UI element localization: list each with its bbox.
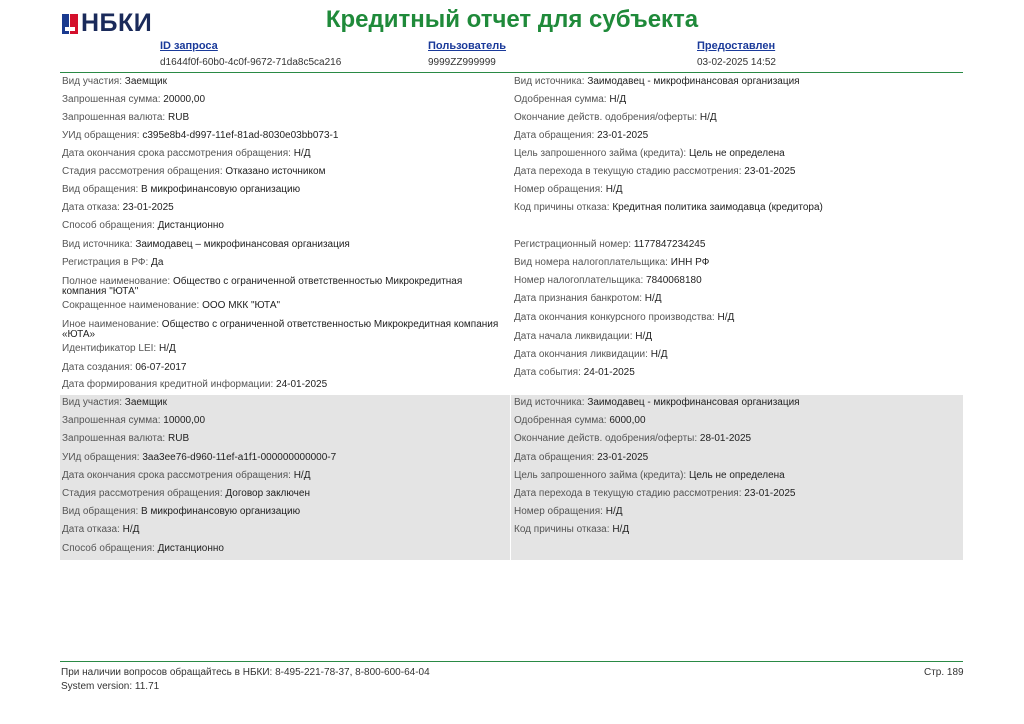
field-row — [62, 167, 325, 177]
footer-divider — [60, 661, 963, 662]
field-label: Запрошенная сумма: — [62, 94, 161, 105]
field-label: Цель запрошенного займа (кредита): — [514, 148, 687, 159]
field-row — [62, 95, 205, 105]
field-label: Дата отказа: — [62, 524, 120, 535]
field-label: Регистрационный номер: — [514, 239, 632, 250]
field-row — [514, 489, 795, 499]
field-label: Дата окончания конкурсного производства: — [514, 312, 715, 323]
field-value: 28-01-2025 — [699, 433, 752, 444]
field-value: В микрофинансовую организацию — [141, 506, 301, 517]
field-value: Н/Д — [650, 349, 668, 360]
record-block-2 — [60, 395, 963, 560]
field-value: 23-01-2025 — [122, 202, 174, 213]
field-value: Заемщик — [124, 397, 168, 408]
field-row — [514, 149, 785, 159]
field-value: 24-01-2025 — [276, 379, 328, 390]
field-label: Вид обращения: — [62, 184, 139, 195]
field-value: 3aa3ee76-d960-11ef-a1f1-000000000000-7 — [142, 452, 337, 463]
field-value: Дистанционно — [157, 543, 224, 554]
column-separator — [510, 395, 511, 560]
field-label: УИд обращения: — [62, 452, 140, 463]
header-label: Предоставлен — [697, 40, 776, 52]
field-value: Н/Д — [605, 184, 623, 195]
field-value: 23-01-2025 — [597, 452, 649, 463]
field-label: Номер обращения: — [514, 184, 603, 195]
field-value: Заемщик — [124, 76, 168, 87]
field-value: ООО МКК "ЮТА" — [202, 300, 281, 311]
field-row — [514, 471, 785, 481]
field-label: Запрошенная сумма: — [62, 415, 161, 426]
footer-page-number: Стр. 189 — [924, 667, 964, 678]
field-label: Дата окончания срока рассмотрения обращения: — [62, 148, 291, 159]
field-row — [62, 113, 189, 123]
header-value: d1644f0f-60b0-4c0f-9672-71da8c5ca216 — [160, 57, 342, 68]
field-row — [62, 453, 336, 463]
header-value: 03-02-2025 14:52 — [697, 57, 776, 68]
field-label: Дата события: — [514, 367, 581, 378]
field-label: Регистрация в РФ: — [62, 257, 149, 268]
field-value: Да — [151, 257, 164, 268]
field-value: Кредитная политика заимодавца (кредитора) — [612, 202, 823, 213]
field-value: 7840068180 — [646, 275, 702, 286]
field-value: Договор заключен — [225, 488, 310, 499]
field-label: Дата обращения: — [514, 130, 595, 141]
field-label: Дата перехода в текущую стадию рассмотрения: — [514, 166, 742, 177]
field-label: Стадия рассмотрения обращения: — [62, 166, 223, 177]
field-row — [62, 203, 174, 213]
field-value: Н/Д — [158, 343, 176, 354]
header-value: 9999ZZ999999 — [428, 57, 496, 68]
field-label: Вид участия: — [62, 397, 122, 408]
field-value: 20000,00 — [163, 94, 206, 105]
field-row — [62, 507, 300, 517]
field-label: Вид обращения: — [62, 506, 139, 517]
header-label: ID запроса — [160, 40, 218, 52]
field-label: Код причины отказа: — [514, 202, 610, 213]
field-row — [514, 416, 646, 426]
field-value: Цель не определена — [689, 470, 785, 481]
field-row — [62, 221, 224, 231]
field-row — [62, 434, 189, 444]
field-label: Окончание действ. одобрения/оферты: — [514, 112, 698, 123]
field-label: Вид источника: — [62, 239, 133, 250]
field-row — [62, 525, 139, 535]
field-value: Отказано источником — [225, 166, 326, 177]
field-value: Н/Д — [293, 470, 311, 481]
field-value: 23-01-2025 — [597, 130, 649, 141]
header-provided — [697, 40, 776, 68]
field-value: 24-01-2025 — [583, 367, 635, 378]
field-value: 23-01-2025 — [744, 166, 796, 177]
page-title: Кредитный отчет для субъекта — [325, 6, 699, 33]
field-label: Дата окончания ликвидации: — [514, 349, 648, 360]
field-value: Н/Д — [609, 94, 627, 105]
field-row — [514, 185, 623, 195]
logo-text: НБКИ — [81, 9, 153, 37]
field-row — [514, 294, 662, 304]
field-row — [62, 240, 350, 250]
field-value: RUB — [168, 112, 190, 123]
field-row — [514, 350, 667, 360]
field-label: Идентификатор LEI: — [62, 343, 157, 354]
field-row — [514, 276, 702, 286]
field-row — [514, 131, 648, 141]
field-label: Дата окончания срока рассмотрения обращения: — [62, 470, 291, 481]
field-row — [62, 185, 300, 195]
header-user — [428, 40, 506, 68]
field-value: Н/Д — [293, 148, 311, 159]
field-row — [514, 313, 734, 323]
field-label: Запрошенная валюта: — [62, 112, 166, 123]
field-label: Номер обращения: — [514, 506, 603, 517]
field-label: Запрошенная валюта: — [62, 433, 166, 444]
field-row — [62, 277, 508, 297]
field-label: Цель запрошенного займа (кредита): — [514, 470, 687, 481]
field-row — [62, 131, 338, 141]
field-value: Цель не определена — [689, 148, 785, 159]
field-row — [514, 240, 705, 250]
field-value: 10000,00 — [163, 415, 206, 426]
field-label: Дата создания: — [62, 362, 133, 373]
field-row — [514, 398, 800, 408]
field-label: Стадия рассмотрения обращения: — [62, 488, 223, 499]
field-value: Н/Д — [612, 524, 630, 535]
field-value: Общество с ограниченной ответственностью Микрокредитная компания «ЮТА» — [62, 319, 499, 340]
field-label: Вид участия: — [62, 76, 122, 87]
field-row — [62, 149, 310, 159]
field-value: ИНН РФ — [670, 257, 710, 268]
field-value: c395e8b4-d997-11ef-81ad-8030e03bb073-1 — [142, 130, 339, 141]
field-row — [514, 95, 626, 105]
field-row — [62, 380, 327, 390]
field-value: Н/Д — [699, 112, 717, 123]
field-row — [514, 332, 652, 342]
field-value: 23-01-2025 — [744, 488, 796, 499]
field-label: Полное наименование: — [62, 276, 171, 287]
field-value: Н/Д — [605, 506, 623, 517]
header-request-id — [160, 40, 341, 68]
footer-contact: При наличии вопросов обращайтесь в НБКИ: 8-495-221-78-37, 8-800-600-64-04 — [61, 667, 430, 678]
field-value: RUB — [168, 433, 190, 444]
field-label: Дата начала ликвидации: — [514, 331, 633, 342]
field-value: Н/Д — [635, 331, 653, 342]
field-row — [514, 258, 709, 268]
field-label: Вид источника: — [514, 397, 585, 408]
field-value: 6000,00 — [609, 415, 646, 426]
field-label: Одобренная сумма: — [514, 415, 607, 426]
field-row — [62, 398, 167, 408]
field-row — [62, 363, 186, 373]
field-row — [62, 544, 224, 554]
header-divider — [60, 72, 963, 73]
field-row — [62, 471, 310, 481]
field-label: Дата отказа: — [62, 202, 120, 213]
field-label: Вид номера налогоплательщика: — [514, 257, 668, 268]
field-value: Н/Д — [644, 293, 662, 304]
field-label: Сокращенное наименование: — [62, 300, 200, 311]
field-value: Заимодавец - микрофинансовая организация — [587, 76, 800, 87]
field-label: Дата перехода в текущую стадию рассмотрения: — [514, 488, 742, 499]
field-value: Общество с ограниченной ответственностью Микрокредитная компания "ЮТА" — [62, 276, 463, 297]
field-value: Заимодавец – микрофинансовая организация — [135, 239, 350, 250]
field-value: Дистанционно — [157, 220, 224, 231]
field-row — [514, 525, 629, 535]
field-row — [514, 203, 823, 213]
field-label: Способ обращения: — [62, 543, 155, 554]
field-value: Заимодавец - микрофинансовая организация — [587, 397, 800, 408]
field-label: Окончание действ. одобрения/оферты: — [514, 433, 698, 444]
field-row — [62, 344, 176, 354]
field-row — [62, 77, 167, 87]
field-label: Дата формирования кредитной информации: — [62, 379, 274, 390]
field-label: УИд обращения: — [62, 130, 140, 141]
field-label: Дата признания банкротом: — [514, 293, 642, 304]
field-row — [62, 489, 310, 499]
field-row — [62, 301, 280, 311]
field-label: Иное наименование: — [62, 319, 160, 330]
field-value: Н/Д — [122, 524, 140, 535]
field-label: Код причины отказа: — [514, 524, 610, 535]
field-label: Способ обращения: — [62, 220, 155, 231]
field-label: Одобренная сумма: — [514, 94, 607, 105]
field-value: 1177847234245 — [633, 239, 706, 250]
field-row — [62, 320, 508, 340]
field-row — [514, 507, 623, 517]
field-row — [62, 416, 205, 426]
field-row — [514, 167, 795, 177]
field-row — [514, 453, 648, 463]
field-row — [62, 258, 163, 268]
field-row — [514, 368, 635, 378]
field-value: В микрофинансовую организацию — [141, 184, 301, 195]
field-label: Номер налогоплательщика: — [514, 275, 644, 286]
header-label: Пользователь — [428, 40, 507, 52]
field-label: Вид источника: — [514, 76, 585, 87]
field-label: Дата обращения: — [514, 452, 595, 463]
field-value: Н/Д — [717, 312, 735, 323]
field-value: 06-07-2017 — [135, 362, 187, 373]
field-row — [514, 77, 800, 87]
field-row — [514, 113, 717, 123]
record-block-1 — [60, 74, 963, 395]
field-row — [514, 434, 751, 444]
footer-version: System version: 11.71 — [61, 681, 160, 692]
